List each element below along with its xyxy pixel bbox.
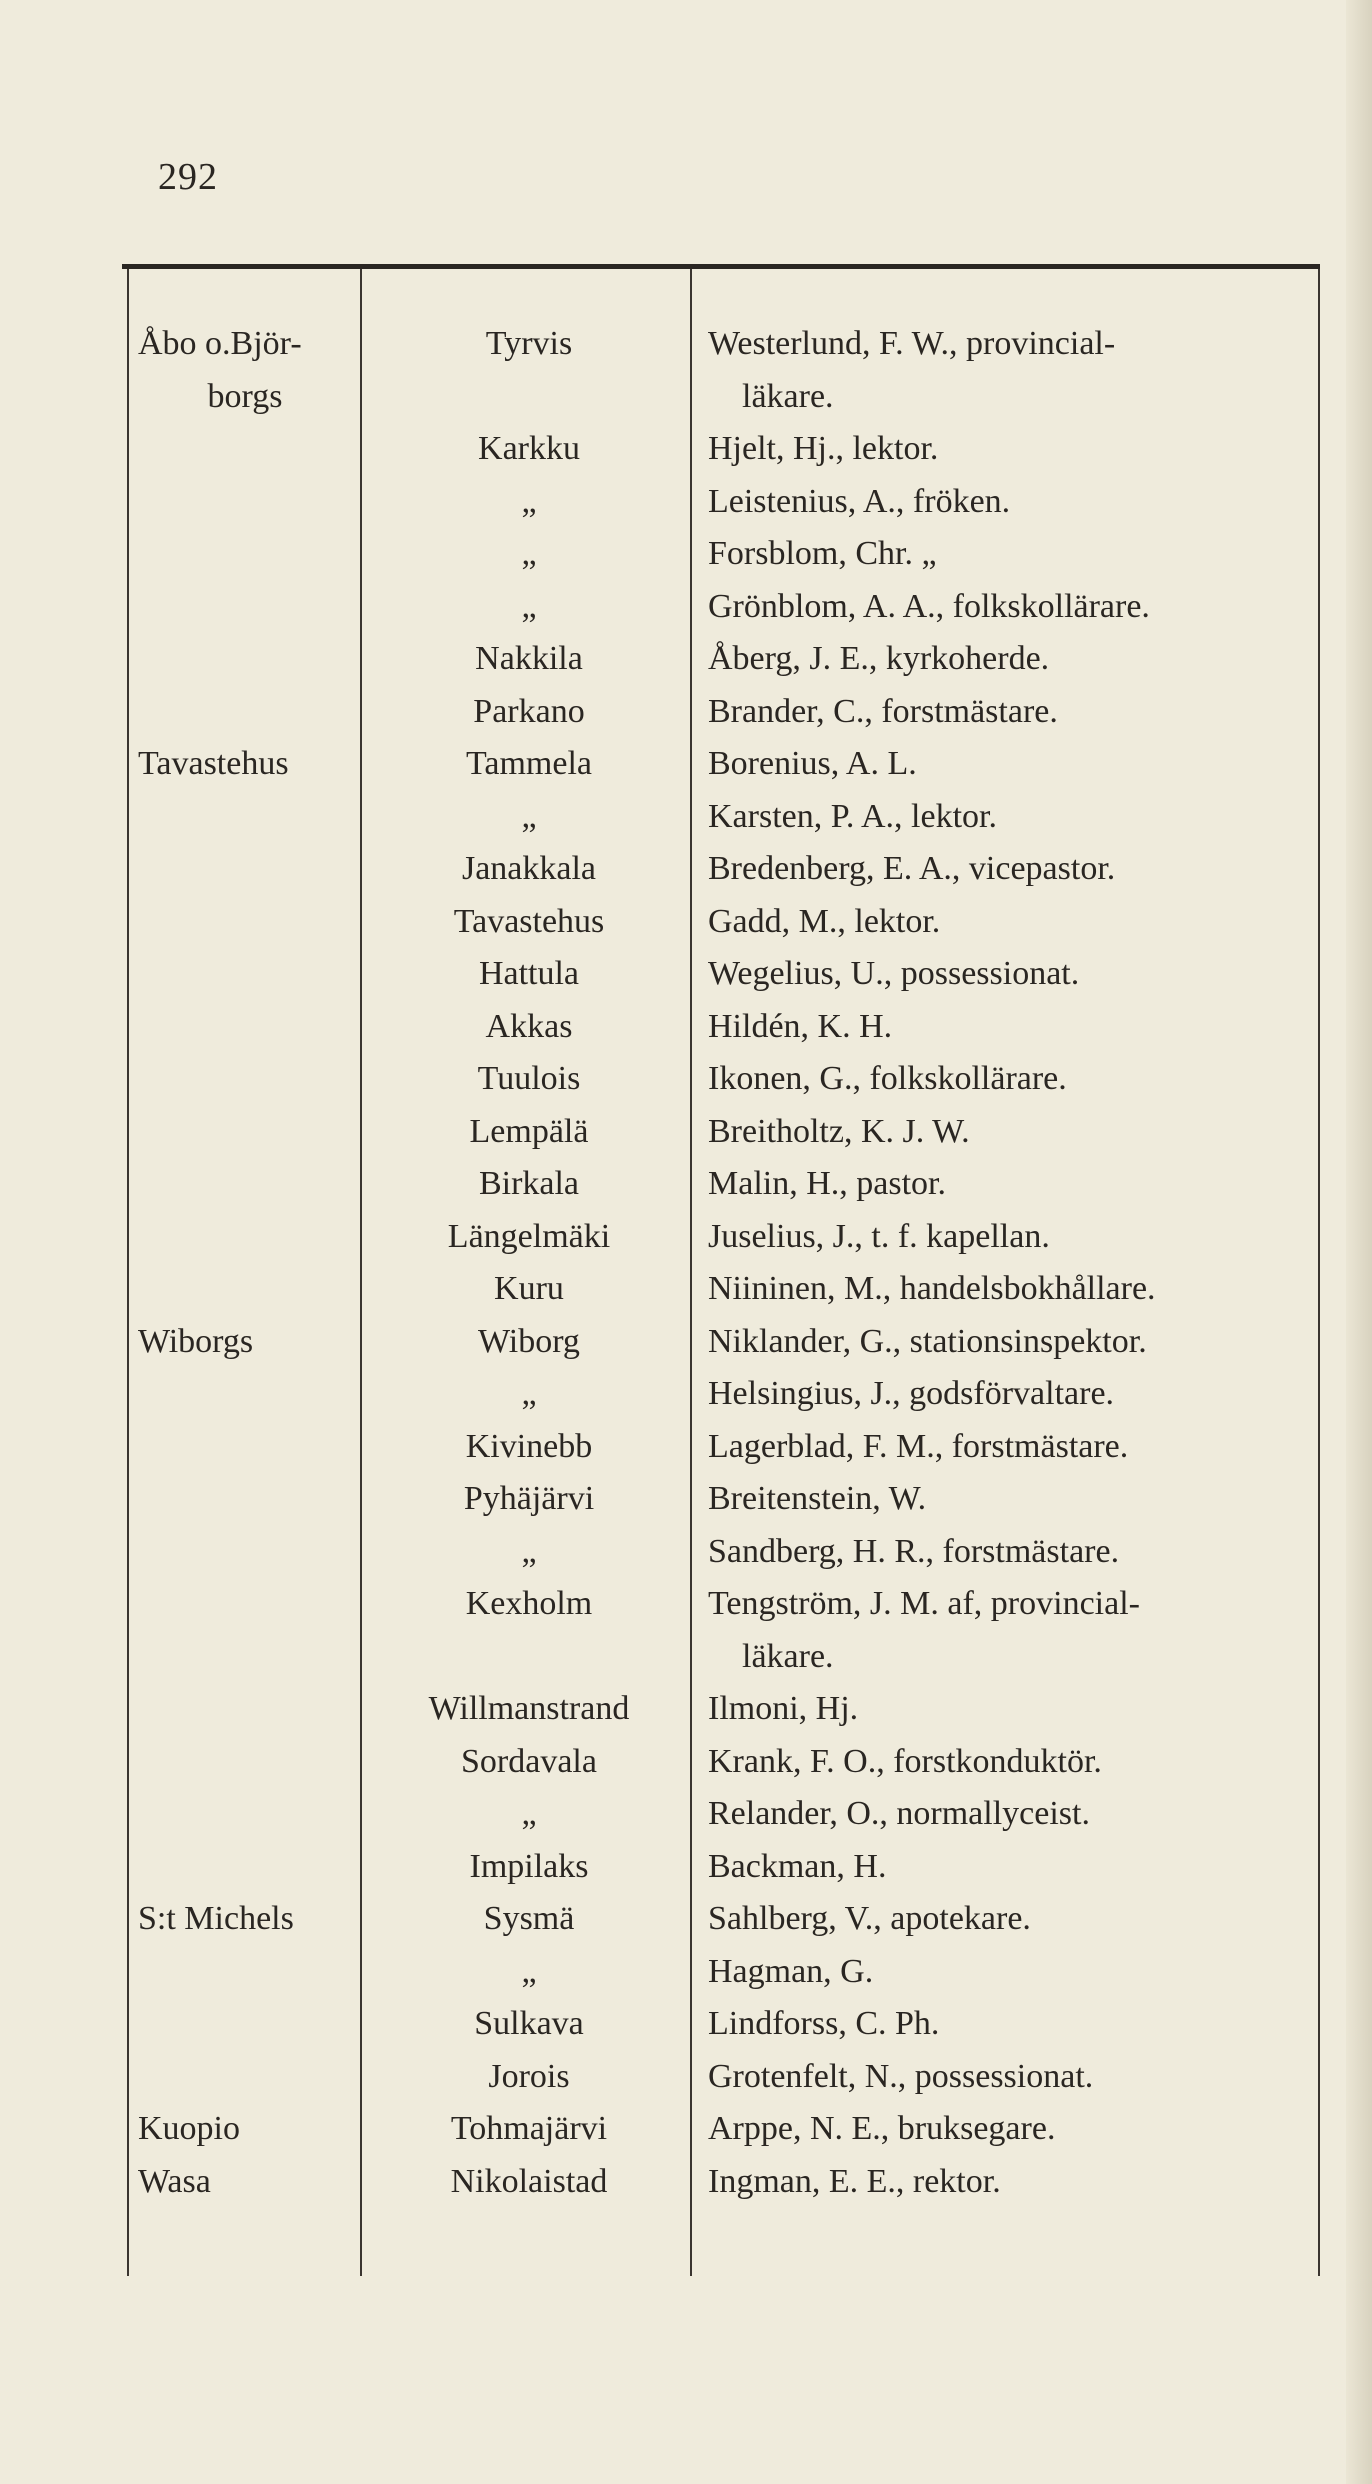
table-row — [0, 2103, 1372, 2156]
table-row — [0, 1368, 1372, 1421]
table-row — [0, 1736, 1372, 1789]
parish-cell: Nakkila — [475, 640, 583, 677]
entry-cell: Hagman, G. — [708, 1952, 874, 1990]
parish-cell: „ — [521, 1375, 537, 1412]
parish-cell: „ — [521, 1795, 537, 1832]
table-row — [0, 1893, 1372, 1946]
parish-cell: Tammela — [465, 745, 592, 782]
parish-cell: Tuulois — [477, 1060, 581, 1097]
table-row — [0, 2156, 1372, 2209]
parish-cell: Tyrvis — [485, 325, 573, 362]
entry-cell: Breitenstein, W. — [708, 1480, 927, 1517]
parish-cell: Lempälä — [469, 1112, 589, 1150]
entry-cell: läkare. — [742, 1637, 834, 1675]
entry-cell: Relander, O., normallyceist. — [708, 1795, 1090, 1832]
parish-cell: „ — [521, 1952, 537, 1990]
entry-cell: Lindforss, C. Ph. — [708, 2005, 940, 2042]
parish-cell: „ — [521, 535, 537, 572]
parish-cell: Kuru — [494, 1270, 564, 1307]
entry-cell: Tengström, J. M. af, provincial- — [708, 1585, 1140, 1622]
table-row — [0, 476, 1372, 529]
entry-cell: Helsingius, J., godsförvaltare. — [708, 1375, 1115, 1412]
table-row — [0, 1106, 1372, 1159]
entry-cell: Niklander, G., stationsinspektor. — [708, 1322, 1147, 1360]
parish-cell: Jorois — [488, 2057, 570, 2095]
table-top-rule — [122, 264, 1320, 269]
table-row — [0, 948, 1372, 1001]
table-row — [0, 1841, 1372, 1894]
table-row — [0, 791, 1372, 844]
table-row — [0, 1526, 1372, 1579]
page-number: 292 — [158, 156, 218, 198]
entry-cell: Grönblom, A. A., folkskollärare. — [708, 587, 1150, 625]
entry-cell: Lagerblad, F. M., forstmästare. — [708, 1427, 1129, 1465]
table-row — [0, 528, 1372, 581]
table-row — [0, 1001, 1372, 1054]
parish-cell: „ — [521, 797, 537, 835]
parish-cell: „ — [521, 587, 537, 625]
table-row — [0, 1946, 1372, 1999]
parish-cell: „ — [521, 482, 537, 520]
region-cell: Wiborgs — [138, 1322, 254, 1360]
table-row — [0, 1316, 1372, 1369]
parish-cell: Tavastehus — [453, 902, 605, 940]
entry-cell: Niininen, M., handelsbokhållare. — [708, 1270, 1156, 1307]
region-cell: Tavastehus — [138, 745, 289, 782]
parish-cell: Hattula — [478, 955, 580, 992]
table-row — [0, 371, 1372, 424]
entry-cell: Leistenius, A., fröken. — [708, 482, 1011, 520]
parish-cell: Längelmäki — [447, 1217, 611, 1255]
table-row — [0, 581, 1372, 634]
table-row — [0, 2051, 1372, 2104]
entry-cell: Borenius, A. L. — [708, 745, 917, 782]
entry-cell: Malin, H., pastor. — [708, 1165, 946, 1202]
parish-cell: Akkas — [485, 1007, 573, 1045]
entry-cell: Ilmoni, Hj. — [708, 1690, 859, 1727]
entry-cell: Backman, H. — [708, 1847, 887, 1885]
entry-cell: Hjelt, Hj., lektor. — [708, 430, 939, 467]
table-row — [0, 1263, 1372, 1316]
entry-cell: Arppe, N. E., bruksegare. — [708, 2110, 1056, 2147]
table-row — [0, 843, 1372, 896]
table-row — [0, 633, 1372, 686]
table-row — [0, 1421, 1372, 1474]
parish-cell: Sulkava — [474, 2005, 584, 2042]
table-row — [0, 1998, 1372, 2051]
entry-cell: Åberg, J. E., kyrkoherde. — [708, 640, 1050, 677]
parish-cell: Nikolaistad — [450, 2162, 608, 2200]
entry-cell: Westerlund, F. W., provincial- — [708, 325, 1116, 362]
table-row — [0, 1211, 1372, 1264]
parish-cell: Parkano — [473, 692, 585, 730]
parish-cell: Kexholm — [465, 1585, 593, 1622]
entry-cell: Sandberg, H. R., forstmästare. — [708, 1532, 1120, 1570]
parish-cell: Wiborg — [478, 1322, 580, 1360]
table-row — [0, 1473, 1372, 1526]
region-cell: S:t Michels — [138, 1900, 294, 1937]
table-row — [0, 1578, 1372, 1631]
parish-cell: Birkala — [478, 1165, 580, 1202]
parish-cell: Willmanstrand — [428, 1690, 630, 1727]
entry-cell: Ingman, E. E., rektor. — [708, 2162, 1001, 2200]
table-row — [0, 686, 1372, 739]
parish-cell: Sysmä — [483, 1900, 575, 1937]
entry-cell: Krank, F. O., forstkonduktör. — [708, 1742, 1102, 1780]
table-row — [0, 1788, 1372, 1841]
parish-cell: „ — [521, 1532, 537, 1570]
parish-cell: Kivinebb — [465, 1427, 593, 1465]
parish-cell: Tohmajärvi — [450, 2110, 608, 2147]
table-row — [0, 896, 1372, 949]
entry-cell: Ikonen, G., folkskollärare. — [708, 1060, 1067, 1097]
entry-cell: Gadd, M., lektor. — [708, 902, 941, 940]
entry-cell: Breitholtz, K. J. W. — [708, 1112, 970, 1150]
entry-cell: Hildén, K. H. — [708, 1007, 893, 1045]
table-row — [0, 318, 1372, 371]
entry-cell: läkare. — [742, 377, 834, 415]
entry-cell: Wegelius, U., possessionat. — [708, 955, 1080, 992]
table-row — [0, 1158, 1372, 1211]
parish-cell: Pyhäjärvi — [463, 1480, 595, 1517]
parish-cell: Janakkala — [461, 850, 597, 887]
region-cell: Wasa — [138, 2162, 211, 2200]
region-cell: Åbo o.Björ- — [138, 325, 302, 362]
region-cell: borgs — [207, 377, 283, 415]
table-row — [0, 1683, 1372, 1736]
table-row — [0, 1631, 1372, 1684]
entry-cell: Brander, C., forstmästare. — [708, 692, 1058, 730]
parish-cell: Impilaks — [469, 1847, 589, 1885]
entry-cell: Juselius, J., t. f. kapellan. — [708, 1217, 1050, 1255]
table-row — [0, 738, 1372, 791]
parish-cell: Sordavala — [461, 1742, 597, 1780]
region-cell: Kuopio — [138, 2110, 240, 2147]
entry-cell: Forsblom, Chr. „ — [708, 535, 937, 572]
entry-cell: Sahlberg, V., apotekare. — [708, 1900, 1031, 1937]
table-row — [0, 1053, 1372, 1106]
register-table — [0, 318, 1372, 2208]
table-row — [0, 423, 1372, 476]
entry-cell: Karsten, P. A., lektor. — [708, 797, 997, 835]
entry-cell: Grotenfelt, N., possessionat. — [708, 2057, 1094, 2095]
entry-cell: Bredenberg, E. A., vicepastor. — [708, 850, 1116, 887]
parish-cell: Karkku — [478, 430, 580, 467]
